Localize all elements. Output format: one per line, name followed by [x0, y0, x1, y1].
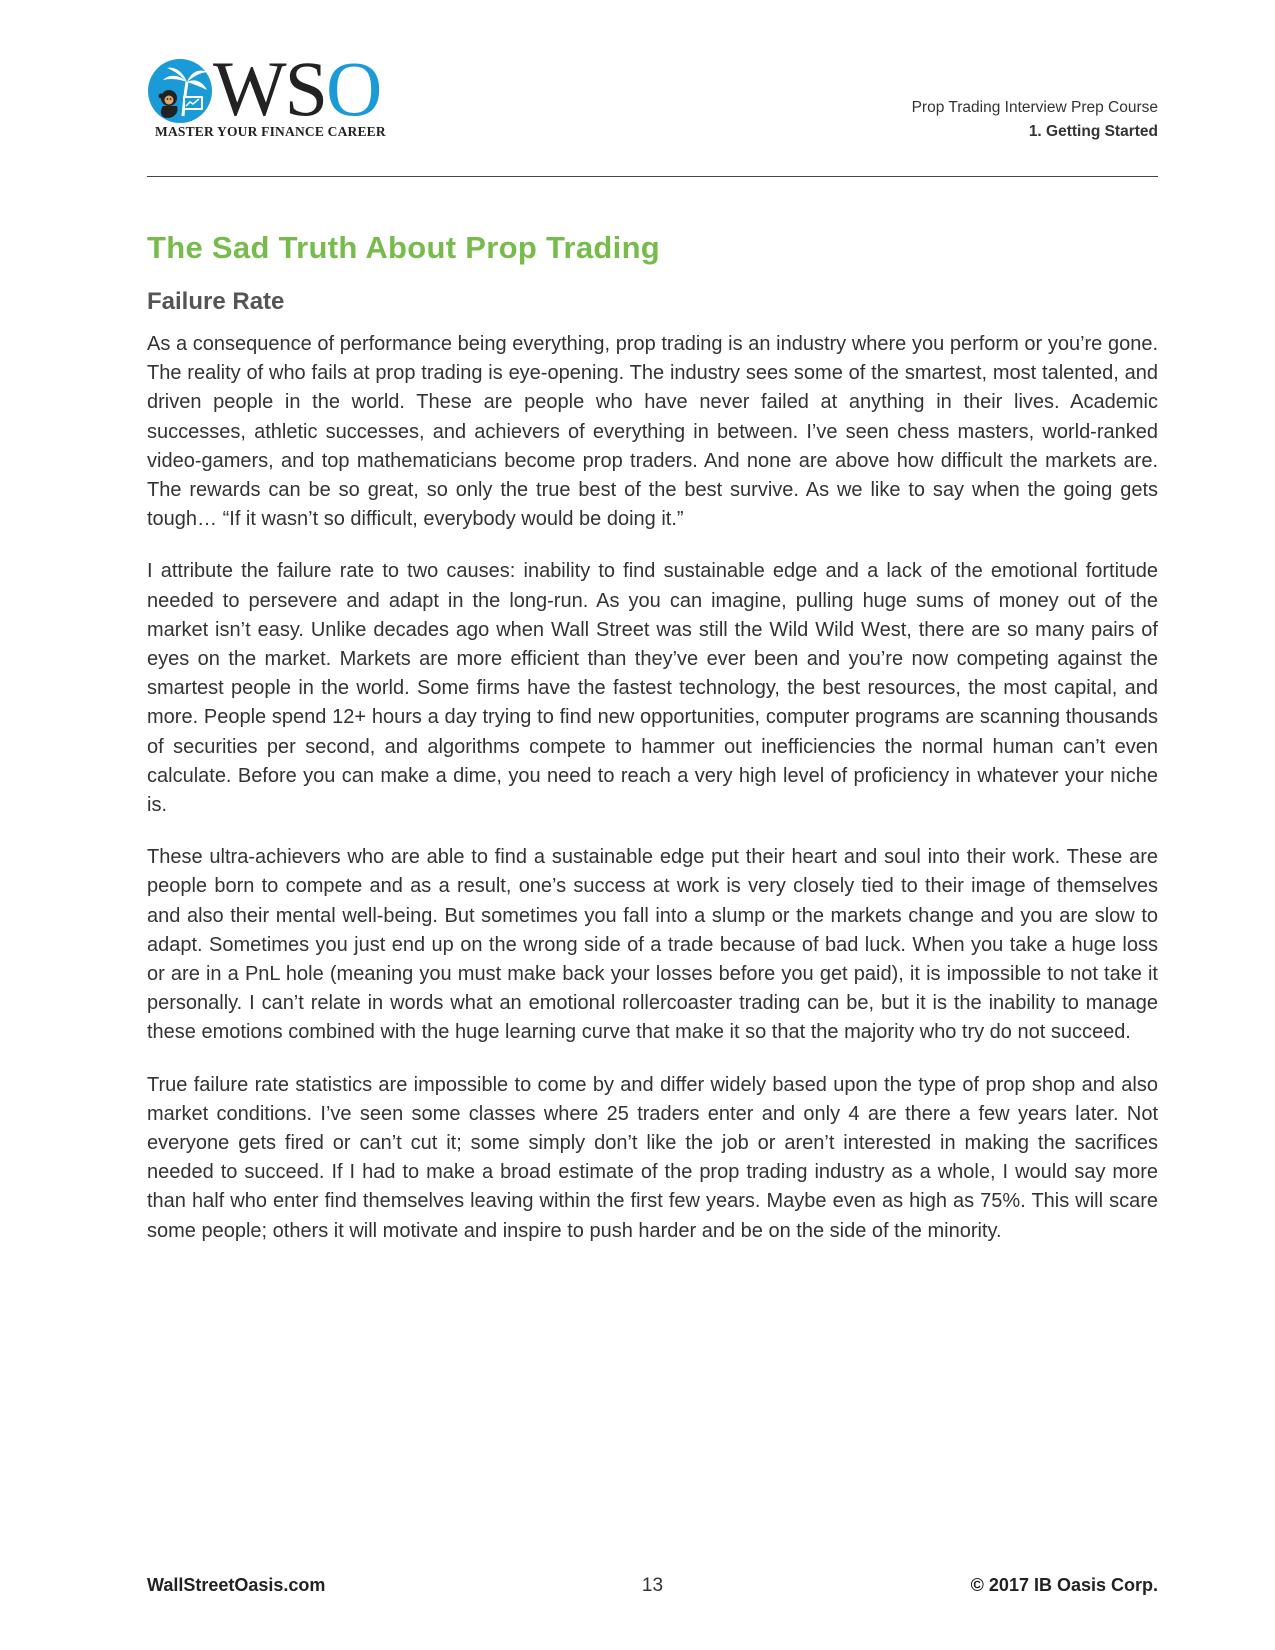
paragraph-1: As a consequence of performance being everything, prop trading is an industry where you perform or you’re gone. The reality of who fails at prop trading is eye-opening. The industry sees some of the smartest, most talented, and driven people in the world. These are people who have never failed at anything in their lives. Academic successes, athletic successes, and achievers of everything in between. I’ve seen chess masters, world-ranked video-gamers, and top mathematicians become prop traders. And none are above how difficult the markets are. The rewards can be so great, so only the true best of the best survive. As we like to say when the going gets tough… “If it wasn’t so difficult, everybody would be doing it.”	[147, 333, 1158, 531]
page-header	[147, 45, 1158, 140]
paragraph-4: True failure rate statistics are impossible to come by and differ widely based upon the type of prop shop and also market conditions. I’ve seen some classes where 25 traders enter and only 4 are there a few years later. Not everyone gets fired or can’t cut it; some simply don’t like the job or aren’t interested in making the sacrifices needed to succeed. If I had to make a broad estimate of the prop trading industry as a whole, I would say more than half who enter find themselves leaving within the first few years. Maybe even as high as 75%. This will scare some people; others it will motivate and inspire to push harder and be on the side of the minority.	[147, 1073, 1158, 1242]
course-title: Prop Trading Interview Prep Course	[911, 99, 1158, 116]
header-course-info	[912, 96, 1158, 144]
page-number: 13	[641, 1575, 664, 1596]
footer-copyright: © 2017 IB Oasis Corp.	[970, 1575, 1158, 1595]
footer-website: WallStreetOasis.com	[147, 1575, 326, 1595]
chapter-label: 1. Getting Started	[1028, 123, 1158, 140]
logo-letter-w: W	[213, 45, 285, 132]
paragraph-2: I attribute the failure rate to two causes: inability to find sustainable edge and a lack of the emotional fortitude needed to persevere and adapt in the long-run. As you can imagine, pulling huge sums of money out of the market isn’t easy. Unlike decades ago when Wall Street was still the Wild Wild West, there are so many pairs of eyes on the market. Markets are more efficient than they’ve ever been and you’re now competing against the smartest people in the world. Some firms have the fastest technology, the best resources, the most capital, and more. People spend 12+ hours a day trying to find new opportunities, computer programs are scanning thousands of securities per second, and algorithms compete to hammer out inefficiencies the normal human can’t even calculate. Before you can make a dime, you need to reach a very high level of proficiency in whatever your niche is.	[147, 560, 1158, 817]
logo-letter-s: S	[284, 45, 327, 132]
header-divider	[147, 176, 1158, 177]
paragraph-3: These ultra-achievers who are able to find a sustainable edge put their heart and soul into their work. These are people born to compete and as a result, one’s success at work is very closely tied to their image of themselves and also their mental well-being. But sometimes you fall into a slump or the markets change and you are slow to adapt. Sometimes you just end up on the wrong side of a trade because of bad luck. When you take a huge loss or are in a PnL hole (meaning you must make back your losses before you get paid), it is impossible to not take it personally. I can’t relate in words what an emotional rollercoaster trading can be, but it is the inability to manage these emotions combined with the huge learning curve that make it so that the majority who try do not succeed.	[147, 846, 1158, 1044]
wso-logo	[147, 45, 407, 140]
body-content	[147, 330, 1158, 1269]
page-title: The Sad Truth About Prop Trading	[147, 230, 661, 265]
section-subtitle: Failure Rate	[147, 288, 285, 315]
palm-monkey-icon	[147, 58, 213, 124]
page-footer	[147, 1572, 1158, 1598]
logo-tagline: MASTER YOUR FINANCE CAREER	[155, 124, 386, 139]
logo-wordmark	[213, 45, 381, 132]
logo-letter-o: O	[326, 45, 381, 132]
